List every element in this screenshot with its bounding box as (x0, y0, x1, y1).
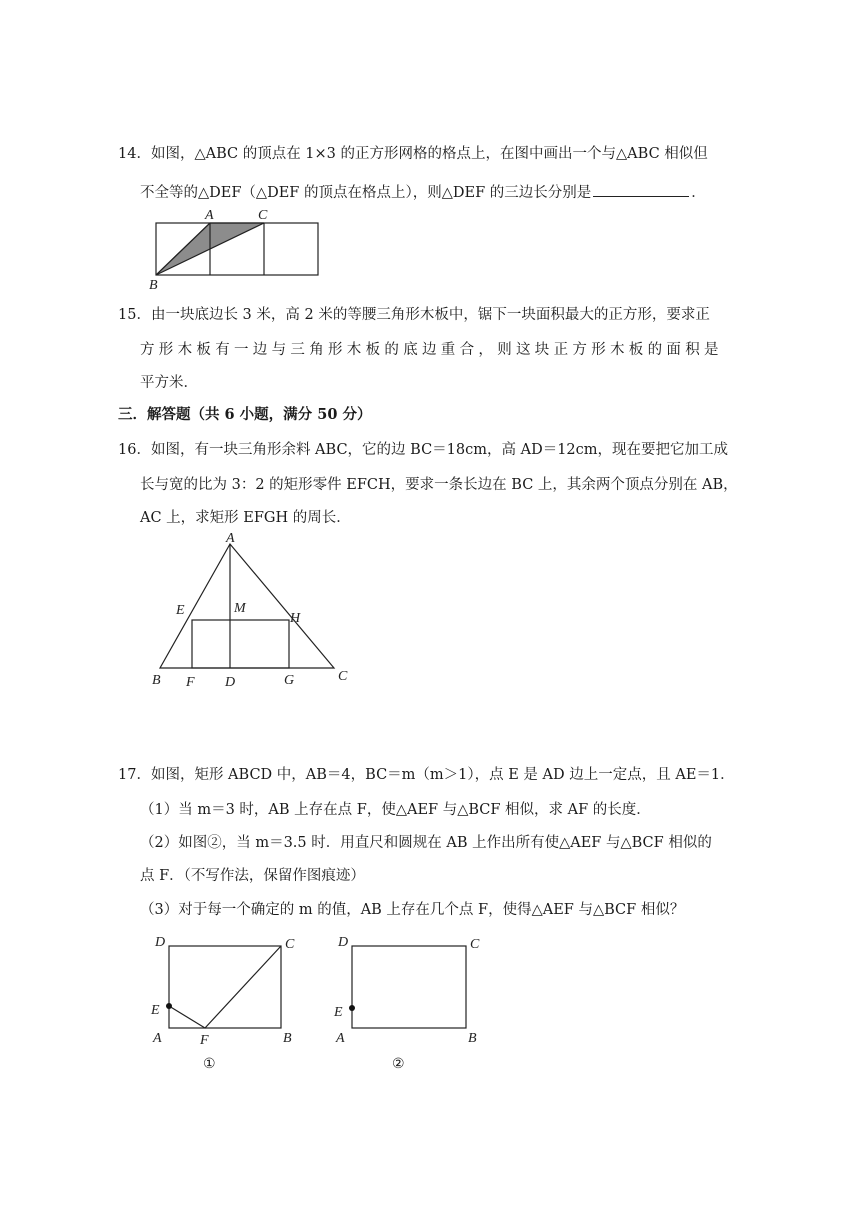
q17-fig2-caption: ② (392, 1057, 405, 1072)
q16-line2 (140, 475, 738, 495)
q17-fig2-rectangle-ABCD (352, 946, 466, 1028)
q16-line3 (140, 508, 351, 528)
q17-fig1-point-E (166, 1003, 172, 1009)
q17-sub2-b: 点 F．（不写作法，保留作图痕迹） (140, 868, 365, 884)
q16-label-H: H (290, 611, 301, 626)
q14-label-C: C (258, 208, 268, 223)
q14-text-1: 如图，△ABC 的顶点在 1×3 的正方形网格的格点上，在图中画出一个与△ABC 相似但 (150, 146, 708, 162)
q17-number: 17． (118, 767, 151, 783)
q17-fig2-label-A: A (336, 1031, 345, 1046)
q16-line1 (118, 440, 728, 460)
q15-text-3: 平方米． (140, 375, 198, 391)
q16-label-F: F (186, 675, 195, 690)
q14-line1 (118, 144, 708, 164)
q16-rectangle-EFGH (192, 620, 289, 668)
q16-label-M: M (234, 601, 246, 616)
q17-figure-2 (330, 930, 500, 1080)
q16-text-2: 长与宽的比为 3：2 的矩形零件 EFCH，要求一条长边在 BC 上，其余两个顶点分别在 AB， (140, 477, 738, 493)
q14-label-B: B (149, 278, 158, 293)
q17-fig1-label-A: A (153, 1031, 162, 1046)
q15-number: 15． (118, 307, 151, 323)
q16-text-1: 如图，有一块三角形余料 ABC，它的边 BC＝18cm，高 AD＝12cm，现在要把它加工成 (150, 442, 729, 458)
q16-number: 16． (118, 442, 151, 458)
q17-fig1-label-F: F (200, 1033, 209, 1048)
q14-end-punct: ． (691, 185, 706, 201)
q16-text-3: AC 上，求矩形 EFGH 的周长． (140, 510, 351, 526)
q16-label-G: G (284, 673, 295, 688)
q17-fig1-caption: ① (203, 1057, 216, 1072)
q14-label-A: A (205, 208, 214, 223)
q17-sub2-a: （2）如图②，当 m＝3.5 时．用直尺和圆规在 AB 上作出所有使△AEF 与△BCF 相似的 (140, 835, 712, 851)
q17-fig1-lines-EFC (169, 946, 281, 1028)
q14-answer-blank[interactable] (593, 182, 689, 197)
q15-line3 (140, 373, 198, 393)
q17-line1 (118, 765, 735, 785)
q17-text-1: 如图，矩形 ABCD 中，AB＝4，BC＝m（m＞1），点 E 是 AD 边上一定点，且 AE＝1． (150, 767, 735, 783)
q17-sub1: （1）当 m＝3 时，AB 上存在点 F，使△AEF 与△BCF 相似，求 AF 的长度． (140, 802, 651, 818)
q14-line2 (140, 182, 706, 203)
q16-label-B: B (152, 673, 161, 688)
q17-fig2-label-B: B (468, 1031, 477, 1046)
q15-text-2: 方形木板有一边与三角形木板的底边重合，则这块正方形木板的面积是 (140, 342, 723, 358)
q15-line2 (140, 340, 723, 360)
q14-text-2: 不全等的△DEF（△DEF 的顶点在格点上），则△DEF 的三边长分别是 (140, 185, 592, 201)
q14-grid-figure (148, 205, 328, 293)
q17-fig2-label-D: D (338, 935, 349, 950)
q17-fig1-label-E: E (151, 1003, 160, 1018)
q17-fig2-label-E: E (334, 1005, 343, 1020)
q14-number: 14． (118, 146, 151, 162)
q17-fig1-label-C: C (285, 937, 295, 952)
q16-label-D: D (225, 675, 236, 690)
q16-label-C: C (338, 669, 348, 684)
q17-fig1-label-B: B (283, 1031, 292, 1046)
q15-line1 (118, 305, 710, 325)
q16-triangle-ABC (160, 544, 334, 668)
q15-text-1: 由一块底边长 3 米，高 2 米的等腰三角形木板中，锯下一块面积最大的正方形，要求正 (150, 307, 710, 323)
q17-figure-1 (145, 930, 315, 1080)
q17-fig2-label-C: C (470, 937, 480, 952)
section3-title: 三．解答题（共 6 小题，满分 50 分） (118, 406, 372, 423)
q16-label-E: E (176, 603, 185, 618)
q16-label-A: A (226, 531, 235, 546)
q16-triangle-figure (148, 530, 368, 690)
q17-fig1-label-D: D (155, 935, 166, 950)
q17-sub3: （3）对于每一个确定的 m 的值，AB 上存在几个点 F，使得△AEF 与△BCF 相似？ (140, 902, 685, 918)
q17-fig2-point-E (349, 1005, 355, 1011)
